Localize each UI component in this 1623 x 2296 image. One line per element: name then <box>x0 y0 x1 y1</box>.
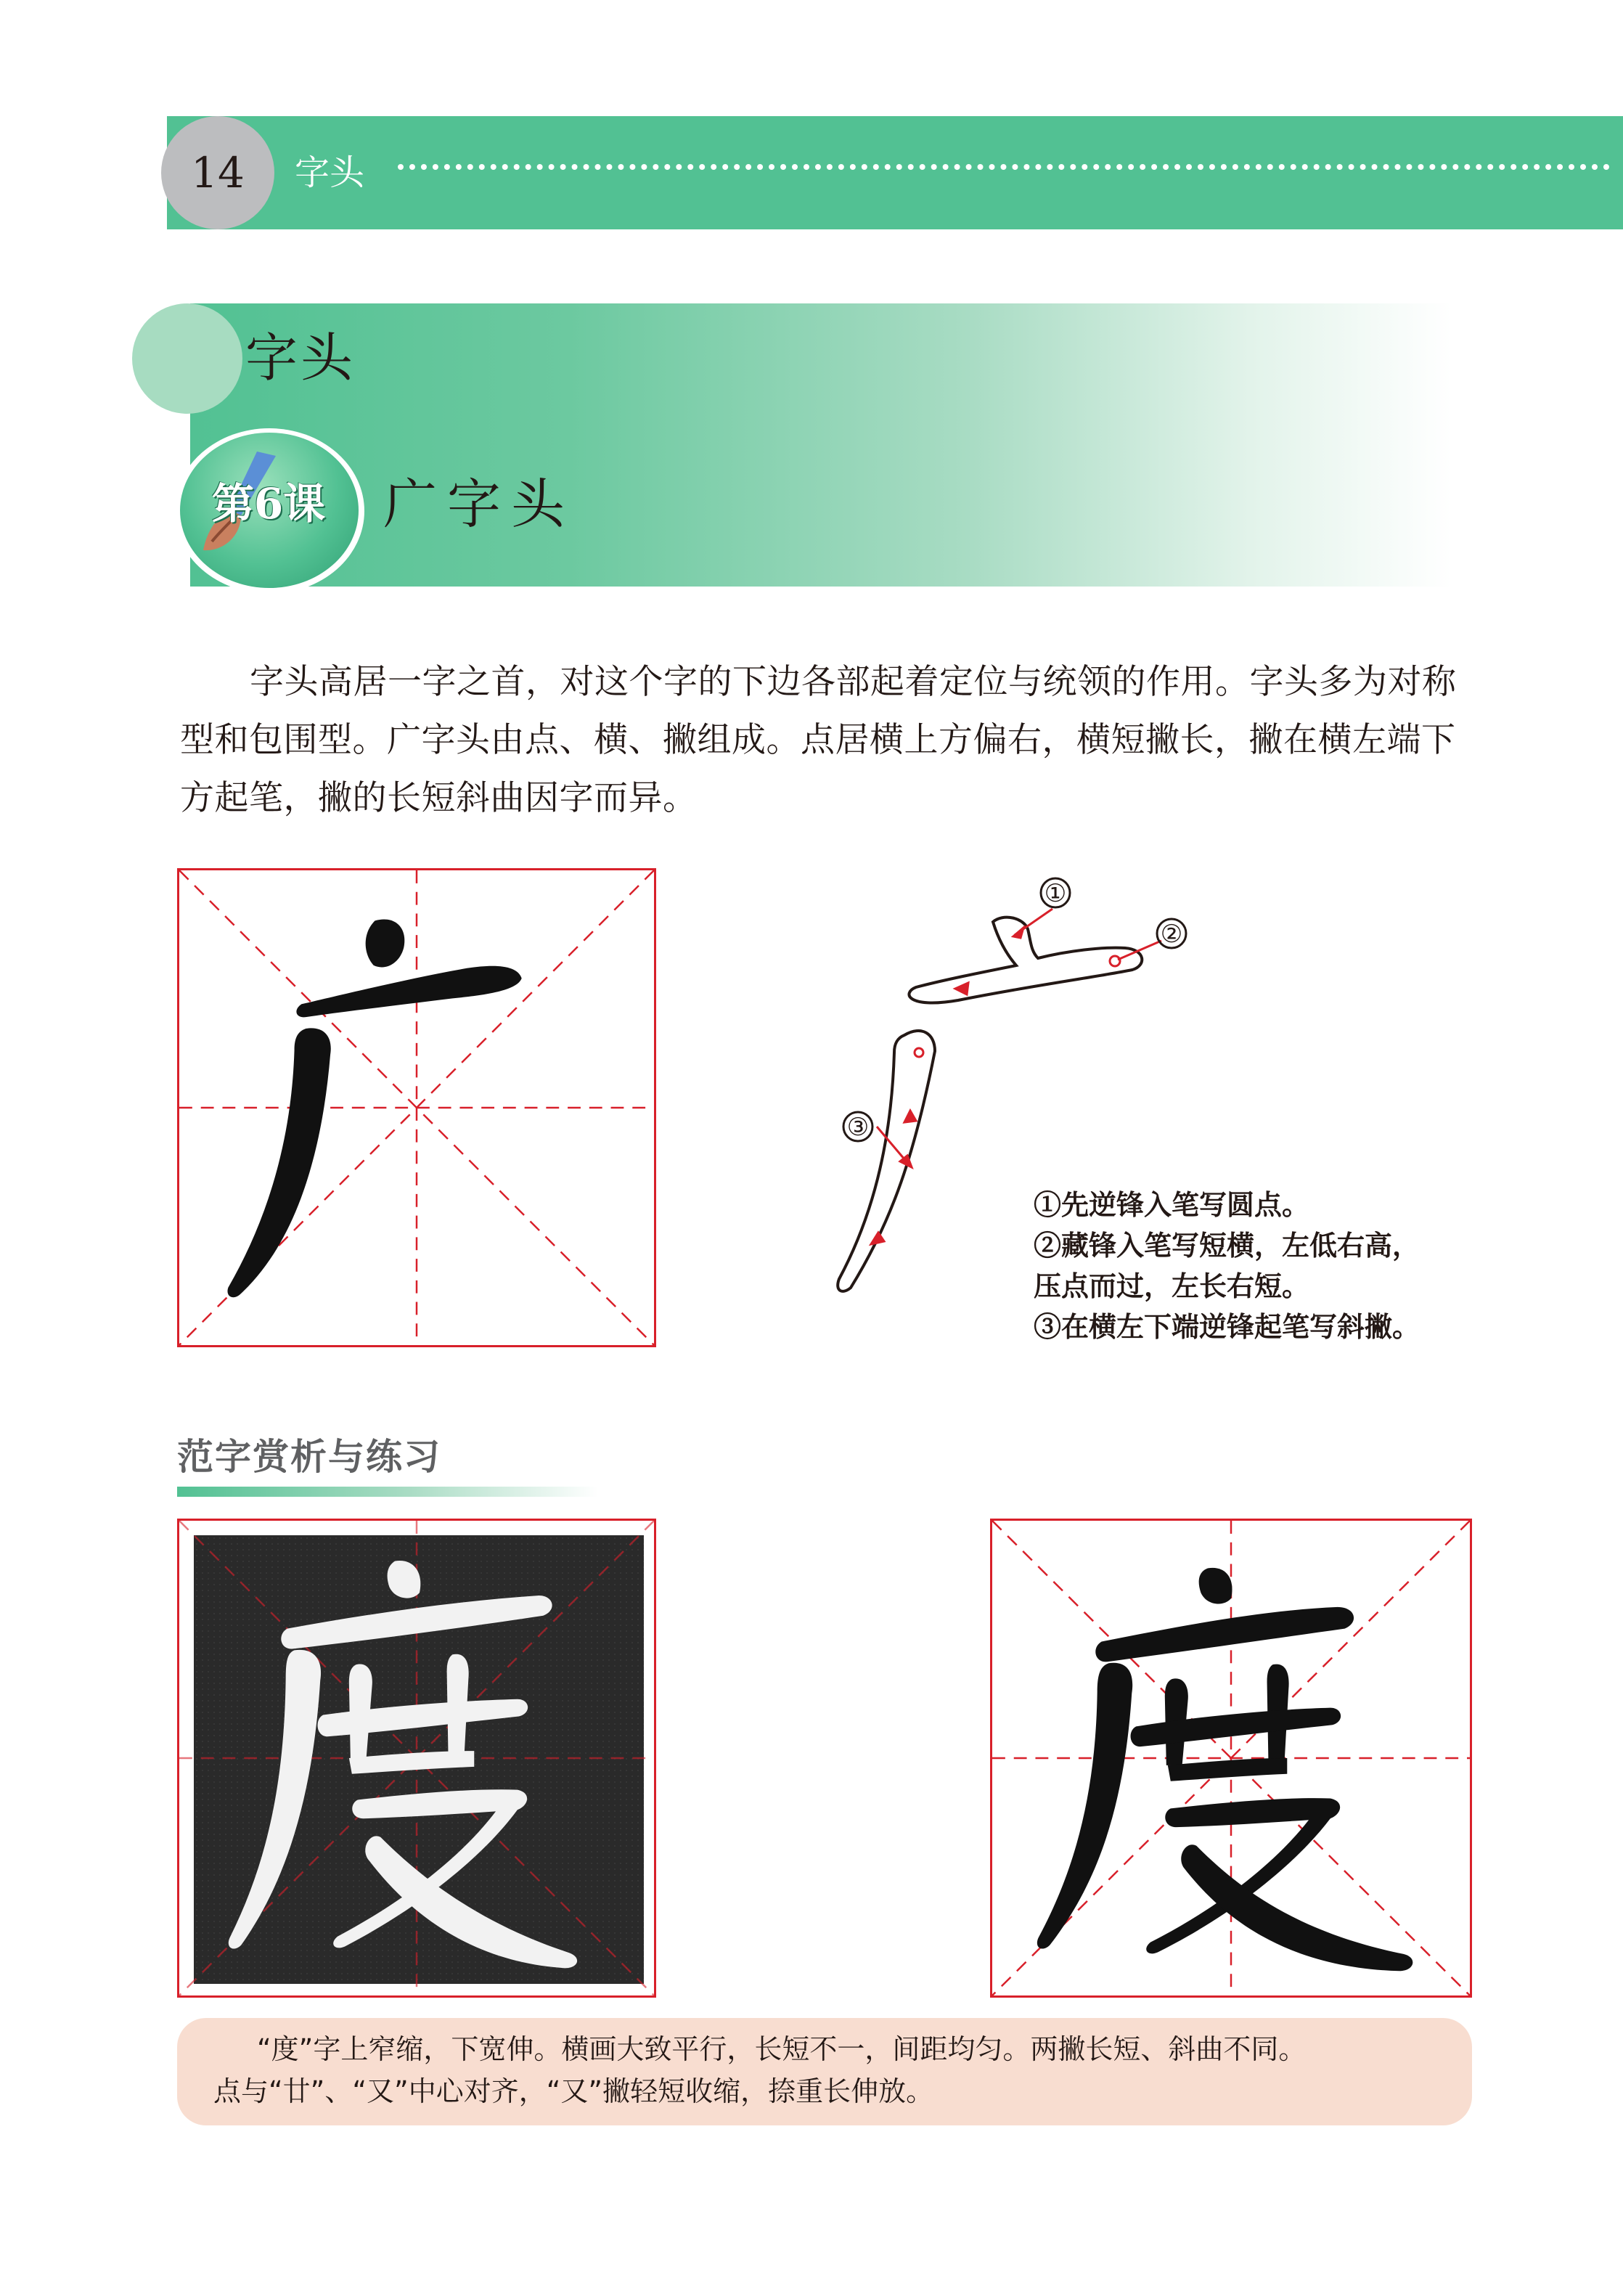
page-number: 14 <box>191 148 245 197</box>
running-title: 字头 <box>295 152 365 193</box>
section-title: 字头 <box>245 327 356 388</box>
step-text-1: ①先逆锋入笔写圆点。 <box>1034 1188 1310 1221</box>
step-marker-1-label: ① <box>1044 881 1067 907</box>
step-text-3: ③在横左下端逆锋起笔写斜撇。 <box>1034 1310 1420 1343</box>
lesson-number: 第6课 <box>211 479 326 528</box>
section-tab-circle <box>132 303 242 414</box>
intro-paragraph: 字头高居一字之首，对这个字的下边各部起着定位与统领的作用。字头多为对称型和包围型。广字头由点、横、撇组成。点居横上方偏右，横短撇长，撇在横左端下方起笔，撇的长短斜曲因字而异。 <box>180 662 1457 818</box>
step-marker-3-label: ③ <box>846 1114 870 1141</box>
header-dotted-rule <box>398 164 1610 170</box>
stroke-steps-caption <box>1034 1185 1484 1347</box>
step-text-2-cont: 压点而过，左长右短。 <box>1034 1270 1310 1302</box>
practice-character-glyph <box>992 1521 1470 1995</box>
demo-character-grid <box>177 868 656 1347</box>
practice-character-grid <box>990 1519 1472 1998</box>
lesson-title: 广字头 <box>383 473 575 536</box>
section-banner <box>190 303 1452 587</box>
step-marker-2-label: ② <box>1160 921 1183 948</box>
analysis-note-line-1: “度”字上窄缩，下宽伸。横画大致平行，长短不一，间距均匀。两撇长短、斜曲不同。 <box>257 2033 1307 2065</box>
demo-character-glyph <box>179 870 654 1345</box>
rubbing-character-grid <box>177 1519 656 1998</box>
rubbing-character-glyph <box>179 1521 654 1995</box>
practice-heading-underline <box>177 1487 598 1497</box>
step-text-2: ②藏锋入笔写短横，左低右高， <box>1034 1229 1420 1262</box>
practice-heading: 范字赏析与练习 <box>177 1435 441 1478</box>
analysis-note-line-2: 点与“廿”、“又”中心对齐，“又”撇轻短收缩，捺重长伸放。 <box>213 2075 934 2107</box>
analysis-note-text <box>213 2028 1462 2112</box>
header-bar <box>167 116 1623 229</box>
